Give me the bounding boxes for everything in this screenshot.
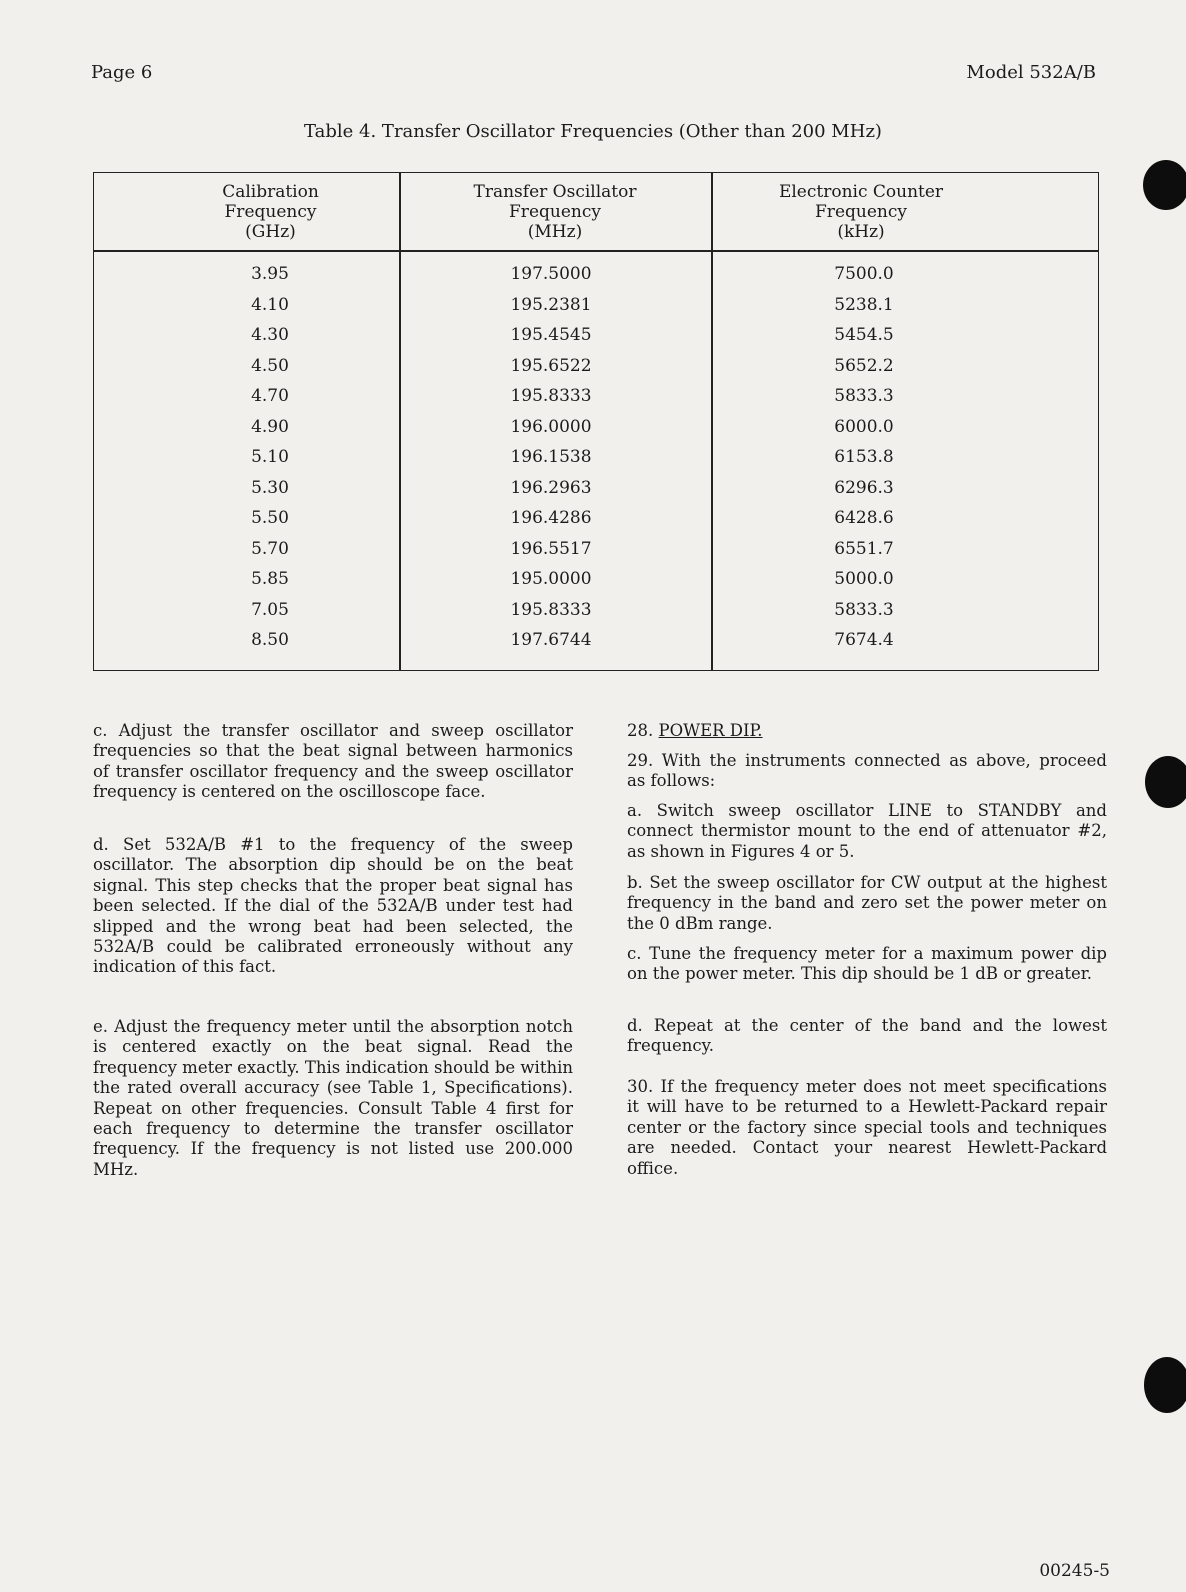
calibration-frequency-cell: 5.85 <box>251 569 289 589</box>
transfer-oscillator-frequency-cell: 196.5517 <box>510 538 592 559</box>
document-number: 00245-5 <box>1039 1561 1110 1581</box>
calibration-frequency-cell: 4.50 <box>251 355 289 376</box>
transfer-oscillator-frequency-cell: 196.2963 <box>510 477 592 498</box>
calibration-frequency-cell: 3.95 <box>251 264 289 284</box>
step-d-text: d. Set 532A/B #1 to the frequency of the sweep oscillator. The absorption dip should be on the beat signal. This step checks that the proper beat signal has been selected. If the dial of the 532A/B under test had slipped and the wrong beat had been selected, the 532A/B could be calibrated erroneously without any indication of this fact. <box>93 835 573 977</box>
power-dip-step-d-text: d. Repeat at the center of the band and the lowest frequency. <box>627 1016 1107 1056</box>
calibration-frequency-cell: 4.70 <box>251 386 289 406</box>
electronic-counter-frequency-cell: 7500.0 <box>834 264 894 284</box>
electronic-counter-frequency-cell: 6551.7 <box>834 538 894 559</box>
electronic-counter-frequency-cell: 5833.3 <box>834 599 894 620</box>
section-heading <box>627 721 1107 741</box>
calibration-frequency-cell: 5.10 <box>251 447 289 467</box>
electronic-counter-frequency-cell: 5652.2 <box>834 355 894 376</box>
electronic-counter-frequency-cell: 5238.1 <box>834 294 894 315</box>
transfer-oscillator-frequency-cell: 195.8333 <box>510 599 592 620</box>
step-c-text: c. Adjust the transfer oscillator and sweep oscillator frequencies so that the beat signal between harmonics of transfer oscillator frequency and the sweep oscillator frequency is centered on the oscilloscope face. <box>93 721 573 802</box>
electronic-counter-frequency-cell: 6000.0 <box>834 416 894 437</box>
punch-hole <box>1145 756 1186 808</box>
calibration-frequency-cell: 7.05 <box>251 599 289 620</box>
transfer-oscillator-frequency-cell: 196.1538 <box>510 447 592 467</box>
step-e-text: e. Adjust the frequency meter until the absorption notch is centered exactly on the beat signal. Read the frequency meter exactly. This indication should be within the rated overall accuracy (see Table 1, Specifications). Repeat on other frequencies. Consult Table 4 first for each frequency to determine the transfer oscillator frequency. If the frequency is not listed use 200.000 MHz. <box>93 1017 573 1179</box>
electronic-counter-frequency-cell: 5454.5 <box>834 325 894 345</box>
transfer-oscillator-frequency-cell: 195.8333 <box>510 386 592 406</box>
transfer-oscillator-frequency-cell: 197.6744 <box>510 630 592 650</box>
step-a-text: a. Switch sweep oscillator LINE to STANDBY and connect thermistor mount to the end of attenuator #2, as shown in Figures 4 or 5. <box>627 801 1107 861</box>
transfer-oscillator-frequency-cell: 195.0000 <box>510 569 592 589</box>
calibration-frequency-cell: 8.50 <box>251 630 289 650</box>
electronic-counter-frequency-cell: 7674.4 <box>834 630 894 650</box>
punch-hole <box>1144 1357 1186 1413</box>
electronic-counter-frequency-cell: 6153.8 <box>834 447 894 467</box>
electronic-counter-frequency-cell: 5833.3 <box>834 386 894 406</box>
electronic-counter-frequency-cell: 6296.3 <box>834 477 894 498</box>
calibration-frequency-cell: 4.10 <box>251 294 289 315</box>
column-header-calibration-frequency: Calibration Frequency (GHz) <box>222 182 319 242</box>
paragraph-30: 30. If the frequency meter does not meet specifications it will have to be returned to a Hewlett-Packard repair center or the factory since special tools and techniques are needed. Contact your nearest Hewlett-Packard office. <box>627 1077 1107 1178</box>
column-header-electronic-counter-frequency: Electronic Counter Frequency (kHz) <box>778 182 944 242</box>
transfer-oscillator-frequency-cell: 195.2381 <box>510 294 592 315</box>
transfer-oscillator-frequency-cell: 197.5000 <box>510 264 592 284</box>
power-dip-step-c-text: c. Tune the frequency meter for a maximum power dip on the power meter. This dip should be 1 dB or greater. <box>627 944 1107 984</box>
electronic-counter-frequency-cell: 6428.6 <box>834 508 894 528</box>
table-caption: Table 4. Transfer Oscillator Frequencies (Other than 200 MHz) <box>304 121 882 142</box>
section-title: POWER DIP. <box>658 721 763 740</box>
frequency-table <box>93 172 1099 671</box>
model-label: Model 532A/B <box>966 62 1096 83</box>
transfer-oscillator-frequency-cell: 196.0000 <box>510 416 592 437</box>
section-number: 28. <box>627 721 654 740</box>
calibration-frequency-cell: 5.70 <box>251 538 289 559</box>
step-b-text: b. Set the sweep oscillator for CW output at the highest frequency in the band and zero set the power meter on the 0 dBm range. <box>627 873 1107 933</box>
calibration-frequency-cell: 4.90 <box>251 416 289 437</box>
electronic-counter-frequency-cell: 5000.0 <box>834 569 894 589</box>
table-divider <box>399 173 401 670</box>
table-divider <box>711 173 713 670</box>
calibration-frequency-cell: 5.30 <box>251 477 289 498</box>
column-header-transfer-oscillator-frequency: Transfer Oscillator Frequency (MHz) <box>473 182 637 242</box>
calibration-frequency-cell: 4.30 <box>251 325 289 345</box>
header-rule <box>94 250 1098 252</box>
paragraph-29: 29. With the instruments connected as above, proceed as follows: <box>627 751 1107 791</box>
transfer-oscillator-frequency-cell: 196.4286 <box>510 508 592 528</box>
page-number: Page 6 <box>91 62 153 83</box>
punch-hole <box>1143 160 1186 210</box>
transfer-oscillator-frequency-cell: 195.4545 <box>510 325 592 345</box>
calibration-frequency-cell: 5.50 <box>251 508 289 528</box>
transfer-oscillator-frequency-cell: 195.6522 <box>510 355 592 376</box>
